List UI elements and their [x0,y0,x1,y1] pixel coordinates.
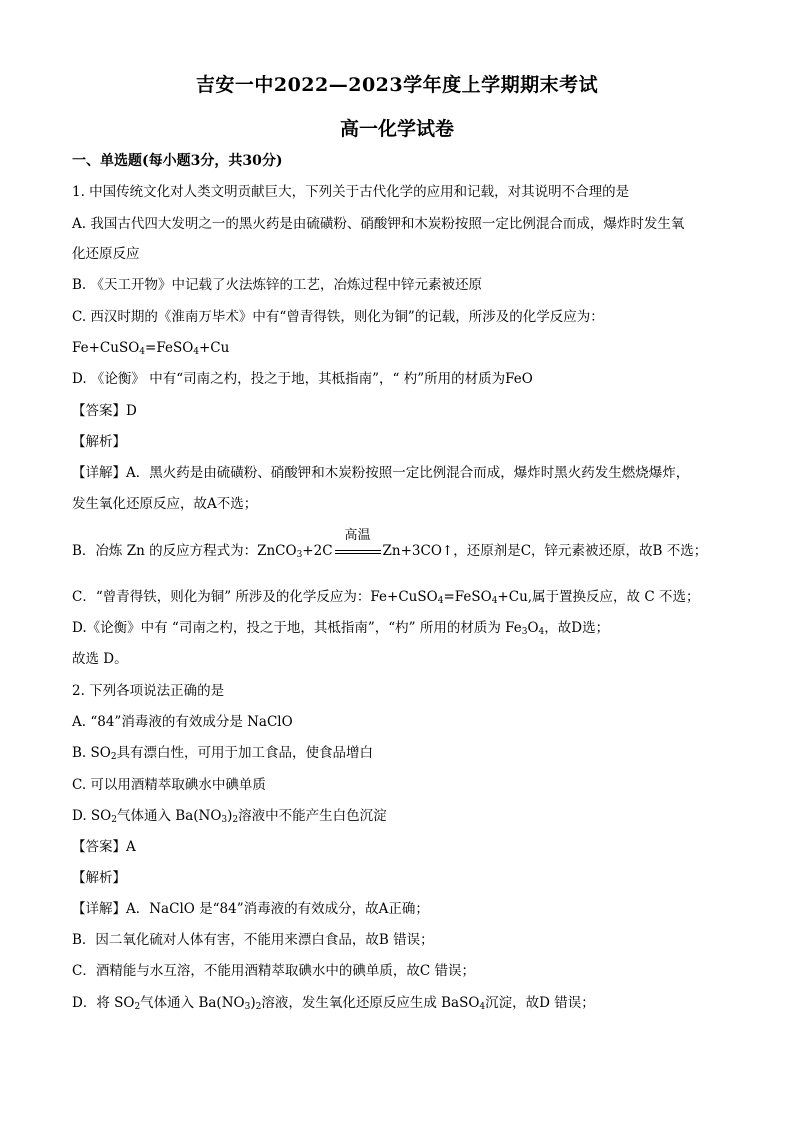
answer-tag: 【答案】 [72,403,126,419]
exam-title: 吉安一中2022—2023学年度上学期期末考试 [195,74,599,96]
q1-detail-a-line2: 发生氧化还原反应，故A不选； [72,496,258,512]
q2-analysis-tag: 【解析】 [72,870,126,886]
detail-tag: 【详解】 [72,901,126,917]
q1-analysis-tag: 【解析】 [72,434,126,450]
q2-detail-d: D．将 $SO_2$气体通入 $Ba(NO_3)_2$溶液，发生氧化还原反应生成 BaSO$_4$沉淀，故D 错误； [72,995,595,1012]
q1-option-a-line1: A. 我国古代四大发明之一的黑火药是由硫磺粉、硝酸钾和木炭粉按照一定比例混合而成，爆炸时发生氧 [72,216,685,232]
q1-detail-c: C．“曾青得铁，则化为铜” 所涉及的化学反应为：Fe+CuSO$_4$=FeSO$_4$+Cu,属于置换反应，故 C 不选； [72,589,700,606]
q1-option-b: B. 《天工开物》中记载了火法炼锌的工艺，冶炼过程中锌元素被还原 [72,277,483,293]
reaction-condition-sign: 高温 [333,542,383,560]
q2-stem: 2. 下列各项说法正确的是 [72,683,225,699]
q1-option-a-line2: 化还原反应 [72,246,140,262]
q1-answer: 【答案】D [72,403,137,419]
q1-option-c-equation: Fe+CuSO$_4$=FeSO$_4$+Cu [72,340,230,357]
q1-detail-b: B．冶炼 Zn 的反应方程式为：ZnCO$_3$+2C 高温 Zn+3CO↑，还原剂是C，锌元素被还原，故B 不选； [72,528,708,560]
q2-option-d: D. $SO_2$气体通入 $Ba(NO_3)_2$溶液中不能产生白色沉淀 [72,808,387,825]
q2-answer: 【答案】A [72,839,136,855]
q1-option-d: D. 《论衡》 中有“司南之杓，投之于地，其柢指南”，“ 杓”所用的材质为FeO [72,371,533,387]
q1-option-c: C. 西汉时期的《淮南万毕术》中有“曾青得铁，则化为铜”的记载，所涉及的化学反应为： [72,309,604,325]
detail-tag: 【详解】 [72,465,126,481]
q2-option-a: A. “84”消毒液的有效成分是 NaClO [72,714,293,730]
q1-detail-d: D.《论衡》中有 “司南之杓，投之于地，其柢指南”，“杓” 所用的材质为 $Fe_3O_4$，故D选； [72,620,610,637]
q2-detail-c: C．酒精能与水互溶，不能用酒精萃取碘水中的碘单质，故C 错误； [72,963,475,979]
q1-detail-a-line1: 【详解】A．黑火药是由硫磺粉、硝酸钾和木炭粉按照一定比例混合而成，爆炸时黑火药发生燃烧爆炸， [72,465,690,481]
section-heading: 一、单选题(每小题3分，共30分) [72,153,283,169]
q1-stem: 1. 中国传统文化对人类文明贡献巨大，下列关于古代化学的应用和记载，对其说明不合理的是 [72,184,630,200]
q1-conclusion: 故选 D。 [72,651,128,667]
q2-option-c: C. 可以用酒精萃取碘水中碘单质 [72,777,266,793]
q2-detail-b: B．因二氧化硫对人体有害，不能用来漂白食品，故B 错误； [72,932,434,948]
exam-subtitle: 高一化学试卷 [339,118,454,140]
q2-option-b: B. $SO_2$具有漂白性，可用于加工食品，使食品增白 [72,745,374,762]
q2-detail-a: 【详解】A．NaClO 是“84”消毒液的有效成分，故A正确； [72,901,429,917]
answer-tag: 【答案】 [72,839,126,855]
